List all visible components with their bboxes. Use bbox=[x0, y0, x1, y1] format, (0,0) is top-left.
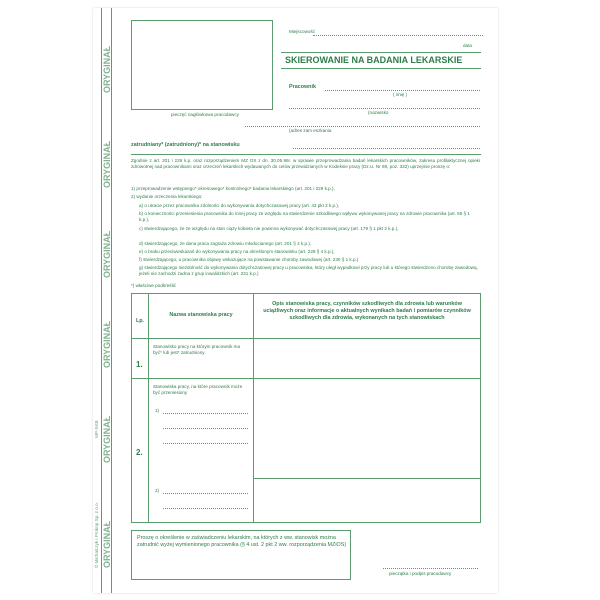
row-2-sub-1-field-c[interactable] bbox=[163, 443, 248, 444]
item-e: e) o braku przeciwwskazań do wykonywania pracy na określonym stanowisku (art. 229 § 4 k.p.), bbox=[139, 249, 335, 254]
form-title: SKIEROWANIE NA BADANIA LEKARSKIE bbox=[285, 55, 463, 65]
item-c: c) stwierdzającego, że ze względu na stan ciąży kobieta nie powinna wykonywać dotychczasowej pracy (art. 179 § 1 pkt 2 k.p.), bbox=[139, 226, 399, 231]
intro-paragraph: Zgodnie z art. 201 i 229 k.p. oraz rozporządzeniem MZ OS z dn. 30.05.96r. w sprawie przeprowadzania badań lekarskich pracowników, zakresu profilaktycznej opieki zdrowotnej nad pracownikami oraz orzeczeń lekarskich wydawanych do celów przewidzianych w Kodeksie pracy (Dz.U. Nr 69, poz. 332) uprzejmie proszę o: bbox=[131, 158, 480, 169]
form-code: MP-SKB bbox=[94, 420, 99, 438]
title-rule-top bbox=[281, 52, 481, 53]
row-2-sub-1-label: 1) bbox=[155, 408, 160, 413]
margin-line bbox=[101, 8, 102, 593]
signature-field[interactable] bbox=[383, 568, 478, 569]
original-watermark-4: ORYGINAŁ bbox=[102, 320, 112, 368]
row-2-number: 2. bbox=[136, 448, 143, 457]
employer-stamp-box[interactable] bbox=[131, 20, 273, 110]
date-label: data bbox=[463, 43, 472, 48]
margin-line-2 bbox=[111, 8, 112, 593]
col-lp-header: Lp. bbox=[135, 318, 145, 324]
row-2-sub-1-field-a[interactable] bbox=[163, 413, 248, 414]
first-name-hint: ( imię ) bbox=[393, 92, 408, 97]
item-d: d) stwierdzającego, że dana praca zagraża zdrowiu młodocianego (art. 201 § 2 k.p.), bbox=[139, 241, 312, 246]
row-1-number: 1. bbox=[136, 360, 143, 369]
row-2-description-field-2[interactable] bbox=[254, 479, 480, 522]
row-2-sub-1-field-b[interactable] bbox=[163, 428, 248, 429]
col-divider-1 bbox=[148, 293, 149, 523]
footnote: *) właściwe podkreślić bbox=[131, 283, 176, 288]
first-name-field[interactable] bbox=[325, 90, 480, 91]
row-2-text: Stanowiska pracy, na które pracownik może być przeniesiony bbox=[153, 384, 243, 395]
surname-hint: (nazwisko bbox=[368, 110, 389, 115]
row-1-description-field[interactable] bbox=[254, 339, 480, 377]
row-2-description-field-1[interactable] bbox=[254, 379, 480, 477]
row-1-text: Stanowisko pracy na którym pracownik ma być* lub jest* zatrudniony bbox=[153, 344, 241, 355]
surname-field[interactable] bbox=[289, 108, 480, 109]
row-2-sub-2-label: 2) bbox=[155, 488, 160, 493]
address-hint: (adres zam eszkania bbox=[289, 128, 332, 133]
place-field[interactable] bbox=[313, 35, 483, 36]
signature-hint: pieczątka i podpis pracodawcy bbox=[389, 571, 452, 576]
employee-label: Pracownik bbox=[289, 84, 316, 90]
item-b: b) o konieczności przeniesienia pracownika do innej pracy ze względu na stwierdzenie szkodliwego wpływu wykonywanej pracy na zdrowie pracownika (art. 55 § 1 k.p.), bbox=[139, 211, 470, 222]
publisher-text: © Michalczyk i Prokop Sp. z o.o. bbox=[94, 502, 99, 568]
place-label: Miejscowość bbox=[289, 29, 316, 34]
request-text: Proszę o określenie w zaświadczeniu lekarskim, na których z ww. stanowisk można zatrudnić wyżej wymienionego pracownika (§ 4 ust. 2 pkt 2 ww. rozporządzenia MZiOS) bbox=[137, 535, 347, 548]
form-page bbox=[93, 8, 498, 593]
original-watermark-2: ORYGINAŁ bbox=[102, 140, 112, 188]
original-watermark-5: ORYGINAŁ bbox=[102, 415, 112, 463]
original-watermark-3: ORYGINAŁ bbox=[102, 230, 112, 278]
item-g: g) stwierdzającego niezdolność do wykonywania dotychczasowej pracy u pracownika, który uległ wypadkowi przy pracy lub u którego stwierdzono chorobę zawodową, jeżeli nie zachodzi żadna z grup inwalidzkich (art. 231 k.p.) bbox=[139, 265, 478, 276]
col-name-header: Nazwa stanowiska pracy bbox=[169, 312, 233, 318]
address-field[interactable] bbox=[245, 126, 480, 127]
row-2-sub-2-field-a[interactable] bbox=[163, 493, 248, 494]
position-field[interactable] bbox=[293, 148, 480, 149]
section-rule bbox=[131, 154, 481, 155]
original-watermark-6: ORYGINAŁ bbox=[102, 520, 112, 568]
point-1: 1) przeprowadzenie wstępnego* okresowego* kontrolnego* badania lekarskiego (art. 201 i 229 k.p.), bbox=[131, 186, 335, 191]
title-rule-bottom bbox=[281, 68, 481, 69]
stamp-label: pieczęć nagłówkowa pracodawcy bbox=[171, 112, 239, 117]
point-2: 2) wydanie orzeczenia lekarskiego: bbox=[131, 194, 203, 199]
item-a: a) o utracie przez pracownika zdolności do wykonywania dotychczasowej pracy (art. 43 pkt 2 k.p.), bbox=[139, 203, 340, 208]
row-2-sub-2-field-b[interactable] bbox=[163, 508, 248, 509]
item-f: f) stwierdzającego, u pracownika objawy wskazujące na powstawanie choroby zawodowej (art. 230 § 1 k.p.) bbox=[139, 257, 359, 262]
original-watermark-1: ORYGINAŁ bbox=[102, 45, 112, 93]
col-desc-header: Opis stanowiska pracy, czynników szkodliwych dla zdrowia lub warunków uciążliwych oraz informacje o aktualnych wynikach badań i pomiarów czynników szkodliwych dla zdrowia, wykonanych na tych stanowiskach bbox=[263, 301, 471, 321]
employed-label: zatrudniany* (zatrudniony)* na stanowisku bbox=[131, 142, 240, 148]
